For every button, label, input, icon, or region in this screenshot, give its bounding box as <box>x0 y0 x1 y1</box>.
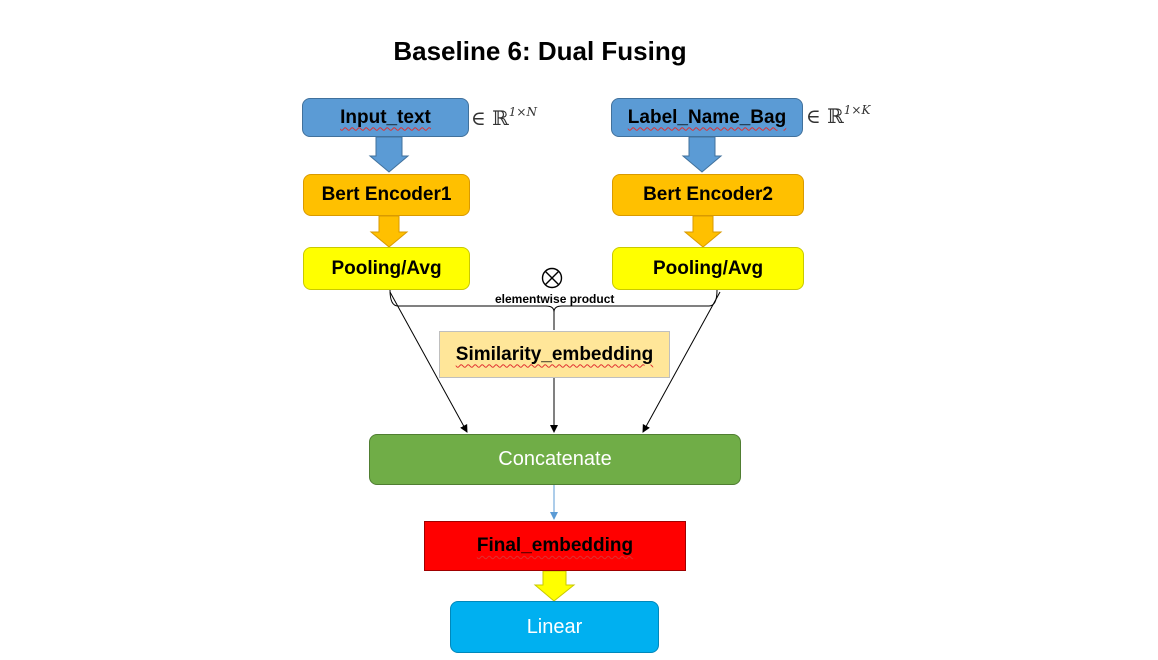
label-bag-dim-symbol: ∈ ℝ <box>806 104 844 128</box>
bert-encoder2-box <box>612 174 804 216</box>
similarity-embedding-box <box>439 331 670 378</box>
block-arrow-right-encoder <box>685 216 721 247</box>
label-name-bag-dimension <box>806 104 870 128</box>
diagram-title: Baseline 6: Dual Fusing <box>393 36 687 66</box>
left-pooling-box <box>303 247 470 290</box>
linear-label: Linear <box>526 615 583 638</box>
final-embedding-label: Final_embedding <box>476 535 634 556</box>
block-arrow-final <box>535 571 574 601</box>
otimes-icon <box>541 267 563 289</box>
input-text-label: Input_text <box>340 106 431 128</box>
block-arrow-left-encoder <box>371 216 407 247</box>
elementwise-product-label: elementwise product <box>495 292 615 306</box>
input-text-dimension <box>471 106 537 130</box>
bert-encoder2-label: Bert Encoder2 <box>643 184 773 205</box>
left-pooling-label: Pooling/Avg <box>331 257 442 279</box>
label-name-bag-box <box>611 98 803 137</box>
concatenate-box <box>369 434 741 485</box>
similarity-embedding-label: Similarity_embedding <box>455 343 654 365</box>
bert-encoder1-box <box>303 174 470 216</box>
input-text-dim-symbol: ∈ ℝ <box>471 106 509 130</box>
right-pooling-label: Pooling/Avg <box>652 257 764 279</box>
label-bag-dim-sup: 1×K <box>843 103 871 117</box>
block-arrow-left-input <box>370 137 408 172</box>
input-text-box <box>302 98 469 137</box>
linear-box <box>450 601 659 653</box>
right-pooling-box <box>612 247 804 290</box>
concatenate-label: Concatenate <box>498 448 612 470</box>
bert-encoder1-label: Bert Encoder1 <box>321 184 452 205</box>
block-arrow-right-input <box>683 137 721 172</box>
input-text-dim-sup: 1×N <box>508 105 537 119</box>
label-name-bag-label: Label_Name_Bag <box>627 106 787 128</box>
final-embedding-box <box>424 521 686 571</box>
